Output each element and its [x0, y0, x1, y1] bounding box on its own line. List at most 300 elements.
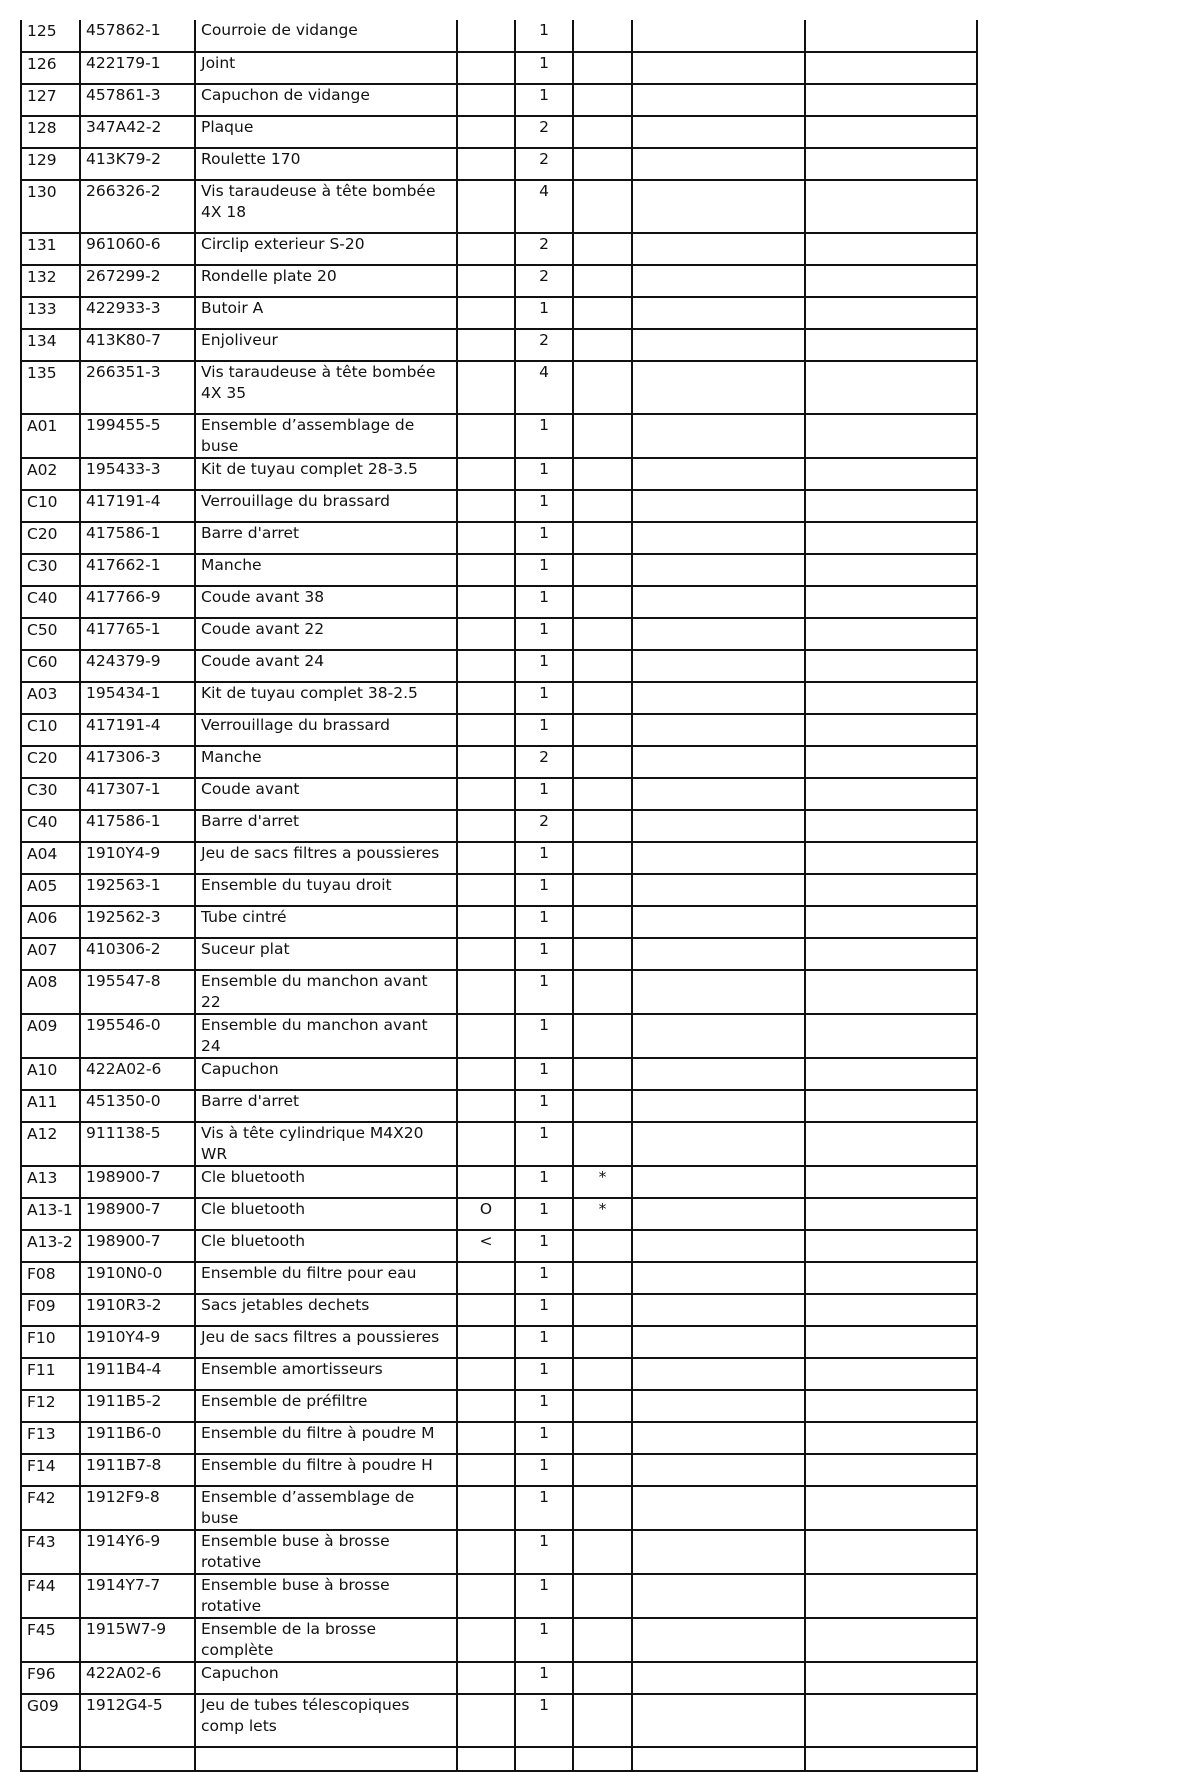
cell-description: Ensemble d’assemblage de buse: [195, 414, 457, 458]
cell-note: [573, 970, 632, 1014]
cell-extra-2: [805, 180, 977, 233]
cell-code: [457, 746, 515, 778]
cell-description: Suceur plat: [195, 938, 457, 970]
cell-note: [573, 1390, 632, 1422]
cell-note: [573, 148, 632, 180]
cell-description: Capuchon de vidange: [195, 84, 457, 116]
cell-quantity: 1: [515, 938, 573, 970]
cell-quantity: 1: [515, 650, 573, 682]
cell-description: Barre d'arret: [195, 810, 457, 842]
cell-extra-1: [632, 1326, 805, 1358]
cell-item-number: A03: [21, 682, 80, 714]
cell-extra-2: [805, 682, 977, 714]
cell-quantity: 1: [515, 52, 573, 84]
cell-item-number: 126: [21, 52, 80, 84]
cell-item-number: F11: [21, 1358, 80, 1390]
cell-part-number: 1911B5-2: [80, 1390, 195, 1422]
cell-description: Capuchon: [195, 1662, 457, 1694]
table-row: [21, 490, 977, 522]
table-row: [21, 52, 977, 84]
cell-extra-2: [805, 1530, 977, 1574]
cell-quantity: 1: [515, 1122, 573, 1166]
cell-part-number: 417765-1: [80, 618, 195, 650]
cell-extra-2: [805, 1058, 977, 1090]
table-row: [21, 180, 977, 233]
cell-quantity: 1: [515, 906, 573, 938]
cell-note: [573, 265, 632, 297]
cell-item-number: F43: [21, 1530, 80, 1574]
cell-extra-2: [805, 650, 977, 682]
cell-extra-2: [805, 1262, 977, 1294]
cell-extra-1: [632, 778, 805, 810]
cell-extra-2: [805, 361, 977, 414]
cell-part-number: 413K80-7: [80, 329, 195, 361]
cell-extra-1: [632, 842, 805, 874]
cell-extra-2: [805, 1122, 977, 1166]
cell-extra-2: [805, 1326, 977, 1358]
cell-code: <: [457, 1230, 515, 1262]
cell-extra-1: [632, 1198, 805, 1230]
cell-extra-2: [805, 906, 977, 938]
cell-quantity: 1: [515, 1090, 573, 1122]
cell-part-number: 417766-9: [80, 586, 195, 618]
cell-item-number: F09: [21, 1294, 80, 1326]
cell-quantity: 1: [515, 84, 573, 116]
table-row: [21, 1454, 977, 1486]
table-row: [21, 874, 977, 906]
cell-quantity: 1: [515, 1574, 573, 1618]
cell-extra-1: [632, 265, 805, 297]
cell-code: [457, 180, 515, 233]
cell-extra-2: [805, 874, 977, 906]
cell-part-number: 417191-4: [80, 490, 195, 522]
cell-quantity: 1: [515, 874, 573, 906]
cell-extra-1: [632, 1390, 805, 1422]
cell-item-number: A01: [21, 414, 80, 458]
cell-description: Enjoliveur: [195, 329, 457, 361]
table-row: [21, 1326, 977, 1358]
cell-description: Cle bluetooth: [195, 1230, 457, 1262]
cell-description: Ensemble du filtre pour eau: [195, 1262, 457, 1294]
cell-extra-1: [632, 116, 805, 148]
cell-note: [573, 906, 632, 938]
cell-note: [573, 1662, 632, 1694]
cell-code: [457, 1358, 515, 1390]
cell-extra-2: [805, 618, 977, 650]
cell-code: [457, 778, 515, 810]
cell-quantity: [515, 1747, 573, 1771]
cell-extra-1: [632, 1618, 805, 1662]
cell-description: Kit de tuyau complet 28-3.5: [195, 458, 457, 490]
cell-code: [457, 1262, 515, 1294]
cell-code: [457, 116, 515, 148]
cell-item-number: C10: [21, 714, 80, 746]
cell-quantity: 1: [515, 618, 573, 650]
cell-code: O: [457, 1198, 515, 1230]
cell-description: Rondelle plate 20: [195, 265, 457, 297]
cell-extra-2: [805, 1662, 977, 1694]
cell-description: Ensemble buse à brosse rotative: [195, 1530, 457, 1574]
cell-note: [573, 554, 632, 586]
cell-code: [457, 148, 515, 180]
cell-note: [573, 297, 632, 329]
cell-extra-2: [805, 233, 977, 265]
cell-extra-1: [632, 1574, 805, 1618]
cell-extra-2: [805, 52, 977, 84]
cell-part-number: 199455-5: [80, 414, 195, 458]
cell-part-number: 195547-8: [80, 970, 195, 1014]
cell-extra-1: [632, 1747, 805, 1771]
table-row: [21, 1618, 977, 1662]
cell-quantity: 1: [515, 1014, 573, 1058]
cell-code: [457, 650, 515, 682]
cell-quantity: 1: [515, 1662, 573, 1694]
cell-quantity: 1: [515, 1198, 573, 1230]
cell-note: [573, 490, 632, 522]
table-row: [21, 1198, 977, 1230]
cell-extra-2: [805, 1230, 977, 1262]
cell-extra-1: [632, 650, 805, 682]
cell-code: [457, 682, 515, 714]
cell-code: [457, 329, 515, 361]
cell-part-number: 1910R3-2: [80, 1294, 195, 1326]
cell-extra-1: [632, 874, 805, 906]
cell-extra-1: [632, 1166, 805, 1198]
table-row: [21, 810, 977, 842]
table-row: [21, 778, 977, 810]
table-row: [21, 1390, 977, 1422]
cell-note: [573, 233, 632, 265]
parts-list-table: [20, 20, 978, 1772]
cell-quantity: 1: [515, 1230, 573, 1262]
cell-quantity: 1: [515, 1422, 573, 1454]
cell-item-number: A07: [21, 938, 80, 970]
cell-description: Ensemble d’assemblage de buse: [195, 1486, 457, 1530]
cell-part-number: [80, 1747, 195, 1771]
table-row: [21, 148, 977, 180]
table-row: [21, 1747, 977, 1771]
cell-extra-1: [632, 938, 805, 970]
cell-part-number: 417306-3: [80, 746, 195, 778]
cell-note: [573, 180, 632, 233]
cell-note: [573, 1422, 632, 1454]
table-row: [21, 361, 977, 414]
cell-description: Ensemble de préfiltre: [195, 1390, 457, 1422]
cell-code: [457, 1166, 515, 1198]
table-row: [21, 297, 977, 329]
cell-code: [457, 458, 515, 490]
cell-code: [457, 490, 515, 522]
cell-item-number: F08: [21, 1262, 80, 1294]
cell-code: [457, 1454, 515, 1486]
cell-quantity: 1: [515, 586, 573, 618]
cell-note: [573, 1618, 632, 1662]
cell-part-number: 417662-1: [80, 554, 195, 586]
cell-quantity: 2: [515, 746, 573, 778]
cell-extra-1: [632, 970, 805, 1014]
cell-extra-2: [805, 1694, 977, 1747]
table-row: [21, 1358, 977, 1390]
cell-extra-1: [632, 180, 805, 233]
cell-quantity: 1: [515, 714, 573, 746]
cell-extra-1: [632, 714, 805, 746]
cell-item-number: F45: [21, 1618, 80, 1662]
cell-quantity: 2: [515, 233, 573, 265]
cell-part-number: 195434-1: [80, 682, 195, 714]
cell-quantity: 2: [515, 810, 573, 842]
cell-part-number: 410306-2: [80, 938, 195, 970]
cell-item-number: 134: [21, 329, 80, 361]
cell-part-number: 266326-2: [80, 180, 195, 233]
cell-item-number: C60: [21, 650, 80, 682]
cell-description: Jeu de tubes télescopiques comp lets: [195, 1694, 457, 1747]
cell-quantity: 1: [515, 490, 573, 522]
cell-quantity: 2: [515, 116, 573, 148]
cell-part-number: 417586-1: [80, 522, 195, 554]
table-row: [21, 1530, 977, 1574]
table-row: [21, 1166, 977, 1198]
table-row: [21, 970, 977, 1014]
cell-quantity: 1: [515, 1294, 573, 1326]
cell-note: [573, 586, 632, 618]
cell-item-number: F13: [21, 1422, 80, 1454]
cell-code: [457, 1662, 515, 1694]
cell-code: [457, 1058, 515, 1090]
cell-code: [457, 1014, 515, 1058]
cell-note: [573, 414, 632, 458]
cell-quantity: 1: [515, 1262, 573, 1294]
cell-quantity: 1: [515, 1454, 573, 1486]
cell-extra-1: [632, 1486, 805, 1530]
cell-item-number: F42: [21, 1486, 80, 1530]
cell-quantity: 1: [515, 842, 573, 874]
cell-note: [573, 842, 632, 874]
cell-extra-1: [632, 329, 805, 361]
cell-note: [573, 1486, 632, 1530]
cell-note: [573, 1358, 632, 1390]
cell-extra-2: [805, 1574, 977, 1618]
cell-part-number: 1911B7-8: [80, 1454, 195, 1486]
cell-note: [573, 810, 632, 842]
cell-description: Vis taraudeuse à tête bombée 4X 35: [195, 361, 457, 414]
cell-note: [573, 1530, 632, 1574]
cell-description: Verrouillage du brassard: [195, 714, 457, 746]
cell-description: Ensemble du manchon avant 22: [195, 970, 457, 1014]
cell-extra-2: [805, 522, 977, 554]
cell-extra-2: [805, 1422, 977, 1454]
cell-item-number: 128: [21, 116, 80, 148]
table-row: [21, 458, 977, 490]
cell-item-number: 133: [21, 297, 80, 329]
table-row: [21, 84, 977, 116]
table-row: [21, 714, 977, 746]
cell-quantity: 1: [515, 458, 573, 490]
cell-description: Kit de tuyau complet 38-2.5: [195, 682, 457, 714]
table-row: [21, 116, 977, 148]
cell-note: [573, 1262, 632, 1294]
cell-code: [457, 1326, 515, 1358]
cell-extra-1: [632, 52, 805, 84]
cell-code: [457, 233, 515, 265]
cell-item-number: A10: [21, 1058, 80, 1090]
cell-item-number: 135: [21, 361, 80, 414]
table-row: [21, 842, 977, 874]
cell-item-number: C50: [21, 618, 80, 650]
cell-part-number: 267299-2: [80, 265, 195, 297]
cell-part-number: 1915W7-9: [80, 1618, 195, 1662]
cell-description: Vis taraudeuse à tête bombée 4X 18: [195, 180, 457, 233]
cell-item-number: 129: [21, 148, 80, 180]
cell-extra-2: [805, 1454, 977, 1486]
cell-note: *: [573, 1198, 632, 1230]
cell-description: Ensemble de la brosse complète: [195, 1618, 457, 1662]
cell-extra-1: [632, 1058, 805, 1090]
cell-item-number: A02: [21, 458, 80, 490]
cell-extra-2: [805, 116, 977, 148]
cell-extra-2: [805, 329, 977, 361]
cell-code: [457, 1530, 515, 1574]
cell-part-number: 417307-1: [80, 778, 195, 810]
cell-extra-2: [805, 842, 977, 874]
cell-extra-2: [805, 810, 977, 842]
cell-item-number: C30: [21, 778, 80, 810]
cell-code: [457, 874, 515, 906]
cell-item-number: A06: [21, 906, 80, 938]
cell-quantity: 1: [515, 778, 573, 810]
cell-item-number: A13: [21, 1166, 80, 1198]
table-row: [21, 618, 977, 650]
cell-part-number: 422179-1: [80, 52, 195, 84]
cell-quantity: 2: [515, 329, 573, 361]
table-row: [21, 1662, 977, 1694]
cell-quantity: 2: [515, 148, 573, 180]
cell-code: [457, 361, 515, 414]
cell-extra-1: [632, 361, 805, 414]
cell-item-number: A11: [21, 1090, 80, 1122]
cell-part-number: 1914Y7-7: [80, 1574, 195, 1618]
cell-quantity: 1: [515, 1530, 573, 1574]
cell-note: *: [573, 1166, 632, 1198]
cell-description: Ensemble du filtre à poudre H: [195, 1454, 457, 1486]
cell-description: Manche: [195, 746, 457, 778]
cell-note: [573, 1454, 632, 1486]
cell-quantity: 1: [515, 522, 573, 554]
cell-code: [457, 618, 515, 650]
cell-item-number: A05: [21, 874, 80, 906]
cell-extra-1: [632, 148, 805, 180]
table-row: [21, 1058, 977, 1090]
cell-code: [457, 714, 515, 746]
cell-quantity: 1: [515, 414, 573, 458]
cell-extra-2: [805, 1747, 977, 1771]
cell-part-number: 192562-3: [80, 906, 195, 938]
cell-extra-1: [632, 414, 805, 458]
cell-code: [457, 1294, 515, 1326]
cell-description: Coude avant 38: [195, 586, 457, 618]
table-row: [21, 1230, 977, 1262]
cell-note: [573, 778, 632, 810]
cell-extra-1: [632, 522, 805, 554]
cell-description: Ensemble du tuyau droit: [195, 874, 457, 906]
cell-extra-2: [805, 458, 977, 490]
table-row: [21, 1122, 977, 1166]
cell-quantity: 1: [515, 1694, 573, 1747]
cell-item-number: A04: [21, 842, 80, 874]
cell-part-number: 1910N0-0: [80, 1262, 195, 1294]
cell-item-number: C20: [21, 522, 80, 554]
cell-description: Capuchon: [195, 1058, 457, 1090]
cell-description: Tube cintré: [195, 906, 457, 938]
cell-extra-2: [805, 970, 977, 1014]
cell-extra-1: [632, 490, 805, 522]
table-row: [21, 1294, 977, 1326]
cell-note: [573, 650, 632, 682]
cell-item-number: C40: [21, 586, 80, 618]
cell-note: [573, 938, 632, 970]
cell-part-number: 1912G4-5: [80, 1694, 195, 1747]
cell-quantity: 4: [515, 180, 573, 233]
cell-extra-1: [632, 1358, 805, 1390]
cell-extra-1: [632, 233, 805, 265]
cell-description: Ensemble amortisseurs: [195, 1358, 457, 1390]
table-row: [21, 938, 977, 970]
cell-extra-1: [632, 1090, 805, 1122]
table-row: [21, 586, 977, 618]
cell-description: Plaque: [195, 116, 457, 148]
cell-note: [573, 1326, 632, 1358]
cell-item-number: C40: [21, 810, 80, 842]
cell-quantity: 1: [515, 297, 573, 329]
cell-extra-2: [805, 414, 977, 458]
cell-quantity: 1: [515, 1058, 573, 1090]
cell-part-number: 961060-6: [80, 233, 195, 265]
cell-extra-1: [632, 297, 805, 329]
cell-note: [573, 1747, 632, 1771]
cell-description: Manche: [195, 554, 457, 586]
cell-note: [573, 1574, 632, 1618]
cell-quantity: 1: [515, 1486, 573, 1530]
cell-part-number: 266351-3: [80, 361, 195, 414]
cell-item-number: C10: [21, 490, 80, 522]
cell-part-number: 422A02-6: [80, 1058, 195, 1090]
table-row: [21, 906, 977, 938]
cell-extra-1: [632, 1294, 805, 1326]
cell-code: [457, 1618, 515, 1662]
cell-extra-2: [805, 265, 977, 297]
cell-extra-1: [632, 1122, 805, 1166]
cell-description: Barre d'arret: [195, 522, 457, 554]
cell-description: Ensemble du filtre à poudre M: [195, 1422, 457, 1454]
cell-quantity: 1: [515, 1390, 573, 1422]
table-row: [21, 414, 977, 458]
cell-quantity: 1: [515, 1358, 573, 1390]
cell-code: [457, 522, 515, 554]
table-row: [21, 1262, 977, 1294]
table-row: [21, 554, 977, 586]
cell-extra-1: [632, 1230, 805, 1262]
cell-part-number: 1912F9-8: [80, 1486, 195, 1530]
cell-part-number: 422A02-6: [80, 1662, 195, 1694]
cell-extra-1: [632, 618, 805, 650]
cell-extra-1: [632, 906, 805, 938]
cell-note: [573, 329, 632, 361]
cell-extra-1: [632, 810, 805, 842]
cell-part-number: 1911B6-0: [80, 1422, 195, 1454]
cell-part-number: 424379-9: [80, 650, 195, 682]
cell-extra-1: [632, 554, 805, 586]
cell-code: [457, 414, 515, 458]
cell-quantity: 1: [515, 1166, 573, 1198]
